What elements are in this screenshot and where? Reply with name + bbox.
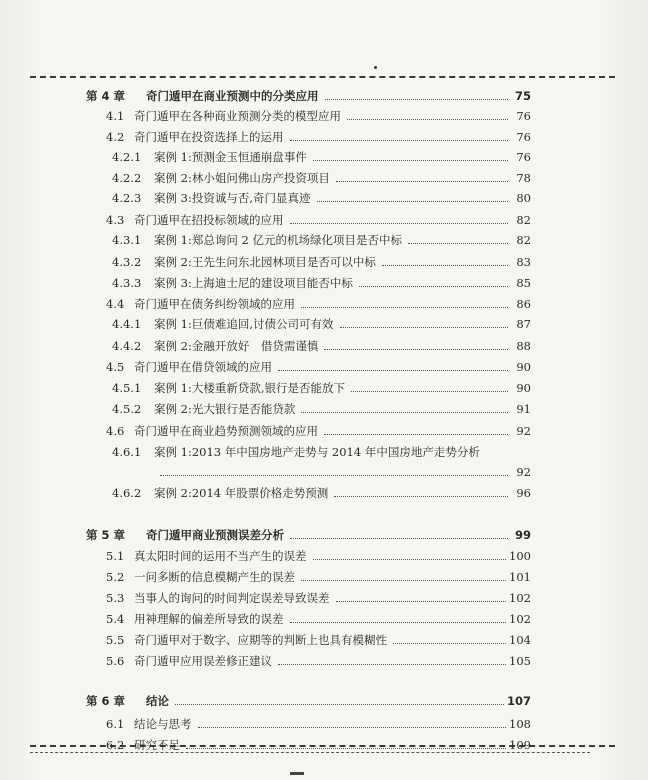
leader-dots — [324, 349, 508, 350]
toc-entry-number: 4.3.1 — [112, 233, 142, 247]
toc-entry-page: 101 — [509, 570, 531, 584]
leader-dots — [198, 727, 507, 728]
toc-entry-page: 88 — [516, 339, 531, 353]
toc-entry-title: 案例 1:巨债难追回,讨债公司可有效 — [154, 317, 334, 331]
leader-dots — [317, 201, 508, 202]
leader-dots — [278, 370, 508, 371]
toc-entry-page: 99 — [514, 528, 531, 542]
toc-entry-page: 82 — [516, 213, 531, 227]
toc-entry — [112, 149, 531, 165]
toc-entry-title: 案例 2:金融开放好 借贷需谨慎 — [154, 339, 319, 353]
leader-dots — [290, 223, 509, 224]
toc-entry — [106, 423, 531, 439]
leader-dots — [325, 99, 509, 100]
toc-entry — [106, 569, 531, 585]
leader-dots — [324, 434, 508, 435]
toc-chapter-entry — [86, 88, 531, 104]
leader-dots — [382, 265, 508, 266]
toc-entry-page: 76 — [516, 130, 531, 144]
toc-entry-page: 85 — [516, 276, 531, 290]
toc-entry-title: 奇门遁甲对于数字、应期等的判断上也具有模糊性 — [134, 633, 387, 647]
toc-entry-title: 结论 — [146, 694, 169, 708]
leader-dots — [313, 559, 507, 560]
toc-chapter-entry — [86, 693, 531, 709]
toc-entry-page: 86 — [516, 297, 531, 311]
toc-entry-title: 用神理解的偏差所导致的误差 — [134, 612, 284, 626]
toc-entry — [112, 338, 531, 354]
toc-entry-number: 4.2 — [106, 130, 125, 144]
scan-mark — [374, 66, 377, 69]
toc-entry-number: 4.3 — [106, 213, 125, 227]
toc-entry-number: 4.5.1 — [112, 381, 142, 395]
toc-entry-number: 5.6 — [106, 654, 125, 668]
toc-entry — [106, 716, 531, 732]
leader-dots — [340, 327, 508, 328]
toc-entry-page: 76 — [516, 109, 531, 123]
toc-entry-number: 4.4 — [106, 297, 125, 311]
toc-entry-page: 83 — [516, 255, 531, 269]
toc-entry-page: 76 — [516, 150, 531, 164]
leader-dots — [336, 181, 508, 182]
toc-entry-page: 90 — [516, 360, 531, 374]
toc-entry-page: 87 — [516, 317, 531, 331]
leader-dots — [186, 748, 506, 749]
toc-entry — [112, 170, 531, 186]
toc-entry-number: 5.2 — [106, 570, 125, 584]
toc-entry-number: 5.1 — [106, 549, 125, 563]
toc-entry-continuation — [154, 465, 531, 479]
toc-entry — [106, 108, 531, 124]
toc-entry — [112, 485, 531, 501]
leader-dots — [290, 622, 507, 623]
top-rule — [30, 76, 615, 78]
toc-entry-page: 109 — [509, 738, 531, 752]
toc-entry — [112, 190, 531, 206]
toc-entry-page: 104 — [509, 633, 531, 647]
toc-entry — [112, 232, 531, 248]
toc-entry-page: 107 — [506, 694, 531, 708]
toc-entry-page: 80 — [516, 191, 531, 205]
leader-dots — [301, 580, 506, 581]
toc-entry-number: 4.2.2 — [112, 171, 142, 185]
toc-entry-number: 5.3 — [106, 591, 125, 605]
toc-entry-number: 4.4.1 — [112, 317, 142, 331]
toc-entry-title: 奇门遁甲在债务纠纷领域的应用 — [134, 297, 295, 311]
toc-entry-title: 案例 1:郑总询问 2 亿元的机场绿化项目是否中标 — [154, 233, 402, 247]
leader-dots — [347, 119, 508, 120]
toc-entry-title: 奇门遁甲在商业预测中的分类应用 — [146, 89, 319, 103]
leader-dots — [313, 160, 508, 161]
toc-entry — [112, 275, 531, 291]
toc-entry — [106, 548, 531, 564]
toc-entry-number: 4.6.1 — [112, 445, 142, 459]
toc-entry-page: 100 — [509, 549, 531, 563]
leader-dots — [175, 704, 504, 705]
toc-entry-title: 奇门遁甲应用误差修正建议 — [134, 654, 272, 668]
leader-dots — [290, 538, 508, 539]
toc-entry-page: 108 — [509, 717, 531, 731]
toc-entry-title: 奇门遁甲在商业趋势预测领域的应用 — [134, 424, 318, 438]
toc-entry-number: 5.4 — [106, 612, 125, 626]
toc-entry-page: 92 — [516, 424, 531, 438]
toc-entry-number: 第 5 章 — [86, 528, 126, 542]
toc-entry-number: 4.3.2 — [112, 255, 142, 269]
toc-entry-title: 案例 2:王先生问东北园林项目是否可以中标 — [154, 255, 376, 269]
toc-entry-title: 案例 2:林小姐问佛山房产投资项目 — [154, 171, 330, 185]
toc-entry-page: 91 — [516, 402, 531, 416]
toc-entry-title: 一问多断的信息模糊产生的误差 — [134, 570, 295, 584]
leader-dots — [334, 496, 508, 497]
toc-entry — [112, 316, 531, 332]
toc-entry — [106, 359, 531, 375]
leader-dots — [290, 140, 509, 141]
toc-entry — [112, 254, 531, 270]
toc-entry-title: 结论与思考 — [134, 717, 192, 731]
toc-entry-number: 4.5 — [106, 360, 125, 374]
toc-entry-title: 研究不足 — [134, 738, 180, 752]
toc-entry-page: 102 — [509, 612, 531, 626]
toc-chapter-entry — [86, 527, 531, 543]
toc-entry-title: 奇门遁甲在各种商业预测分类的模型应用 — [134, 109, 341, 123]
toc-entry-number: 4.1 — [106, 109, 125, 123]
toc-entry-number: 4.2.3 — [112, 191, 142, 205]
toc-entry — [106, 212, 531, 228]
leader-dots — [301, 307, 508, 308]
leader-dots — [359, 286, 508, 287]
leader-dots — [278, 664, 506, 665]
toc-entry-number: 6.2 — [106, 738, 125, 752]
toc-entry-page: 78 — [516, 171, 531, 185]
toc-entry-title: 案例 1:预测金玉恒通崩盘事件 — [154, 150, 307, 164]
toc-entry-number: 4.6 — [106, 424, 125, 438]
toc-entry-page: 90 — [516, 381, 531, 395]
toc-entry-number: 4.2.1 — [112, 150, 142, 164]
toc-entry-page: 96 — [516, 486, 531, 500]
leader-dots — [160, 475, 508, 476]
toc-entry-title: 案例 1:2013 年中国房地产走势与 2014 年中国房地产走势分析 — [154, 445, 480, 459]
toc-entry-number: 第 6 章 — [86, 694, 126, 708]
toc-entry — [106, 611, 531, 627]
toc-entry-number: 4.3.3 — [112, 276, 142, 290]
leader-dots — [408, 243, 508, 244]
toc-entry — [106, 653, 531, 669]
toc-entry — [112, 380, 531, 396]
toc-entry — [106, 296, 531, 312]
toc-entry-page: 92 — [516, 465, 531, 479]
toc-entry-title: 当事人的询问的时间判定误差导致误差 — [134, 591, 330, 605]
leader-dots — [351, 391, 508, 392]
toc-entry-number: 4.4.2 — [112, 339, 142, 353]
toc-entry-title: 奇门遁甲在借贷领域的应用 — [134, 360, 272, 374]
toc-entry — [106, 129, 531, 145]
toc-entry-title: 真太阳时间的运用不当产生的误差 — [134, 549, 307, 563]
toc-entry-title: 奇门遁甲在投资选择上的运用 — [134, 130, 284, 144]
toc-entry-number: 4.5.2 — [112, 402, 142, 416]
toc-entry-number: 4.6.2 — [112, 486, 142, 500]
toc-entry-number: 5.5 — [106, 633, 125, 647]
toc-entry — [112, 401, 531, 417]
toc-entry-page: 75 — [514, 89, 531, 103]
toc-entry-number: 第 4 章 — [86, 89, 126, 103]
toc-entry-page: 102 — [509, 591, 531, 605]
toc-entry-title: 奇门遁甲商业预测误差分析 — [146, 528, 284, 542]
toc-entry-title: 案例 2:2014 年股票价格走势预测 — [154, 486, 329, 500]
footer-mark — [290, 772, 304, 775]
toc-entry — [112, 444, 531, 460]
toc-entry-title: 案例 3:上海迪士尼的建设项目能否中标 — [154, 276, 353, 290]
toc-entry-title: 奇门遁甲在招投标领域的应用 — [134, 213, 284, 227]
toc-entry-title: 案例 1:大楼重新贷款,银行是否能放下 — [154, 381, 346, 395]
toc-entry — [106, 632, 531, 648]
toc-entry-page: 82 — [516, 233, 531, 247]
toc-entry-page: 105 — [509, 654, 531, 668]
leader-dots — [393, 643, 506, 644]
toc-entry — [106, 737, 531, 753]
toc-entry-title: 案例 3:投资诚与否,奇门显真迹 — [154, 191, 311, 205]
toc-entry — [106, 590, 531, 606]
toc-entry-title: 案例 2:光大银行是否能贷款 — [154, 402, 296, 416]
leader-dots — [336, 601, 507, 602]
toc-entry-number: 6.1 — [106, 717, 125, 731]
leader-dots — [301, 412, 508, 413]
